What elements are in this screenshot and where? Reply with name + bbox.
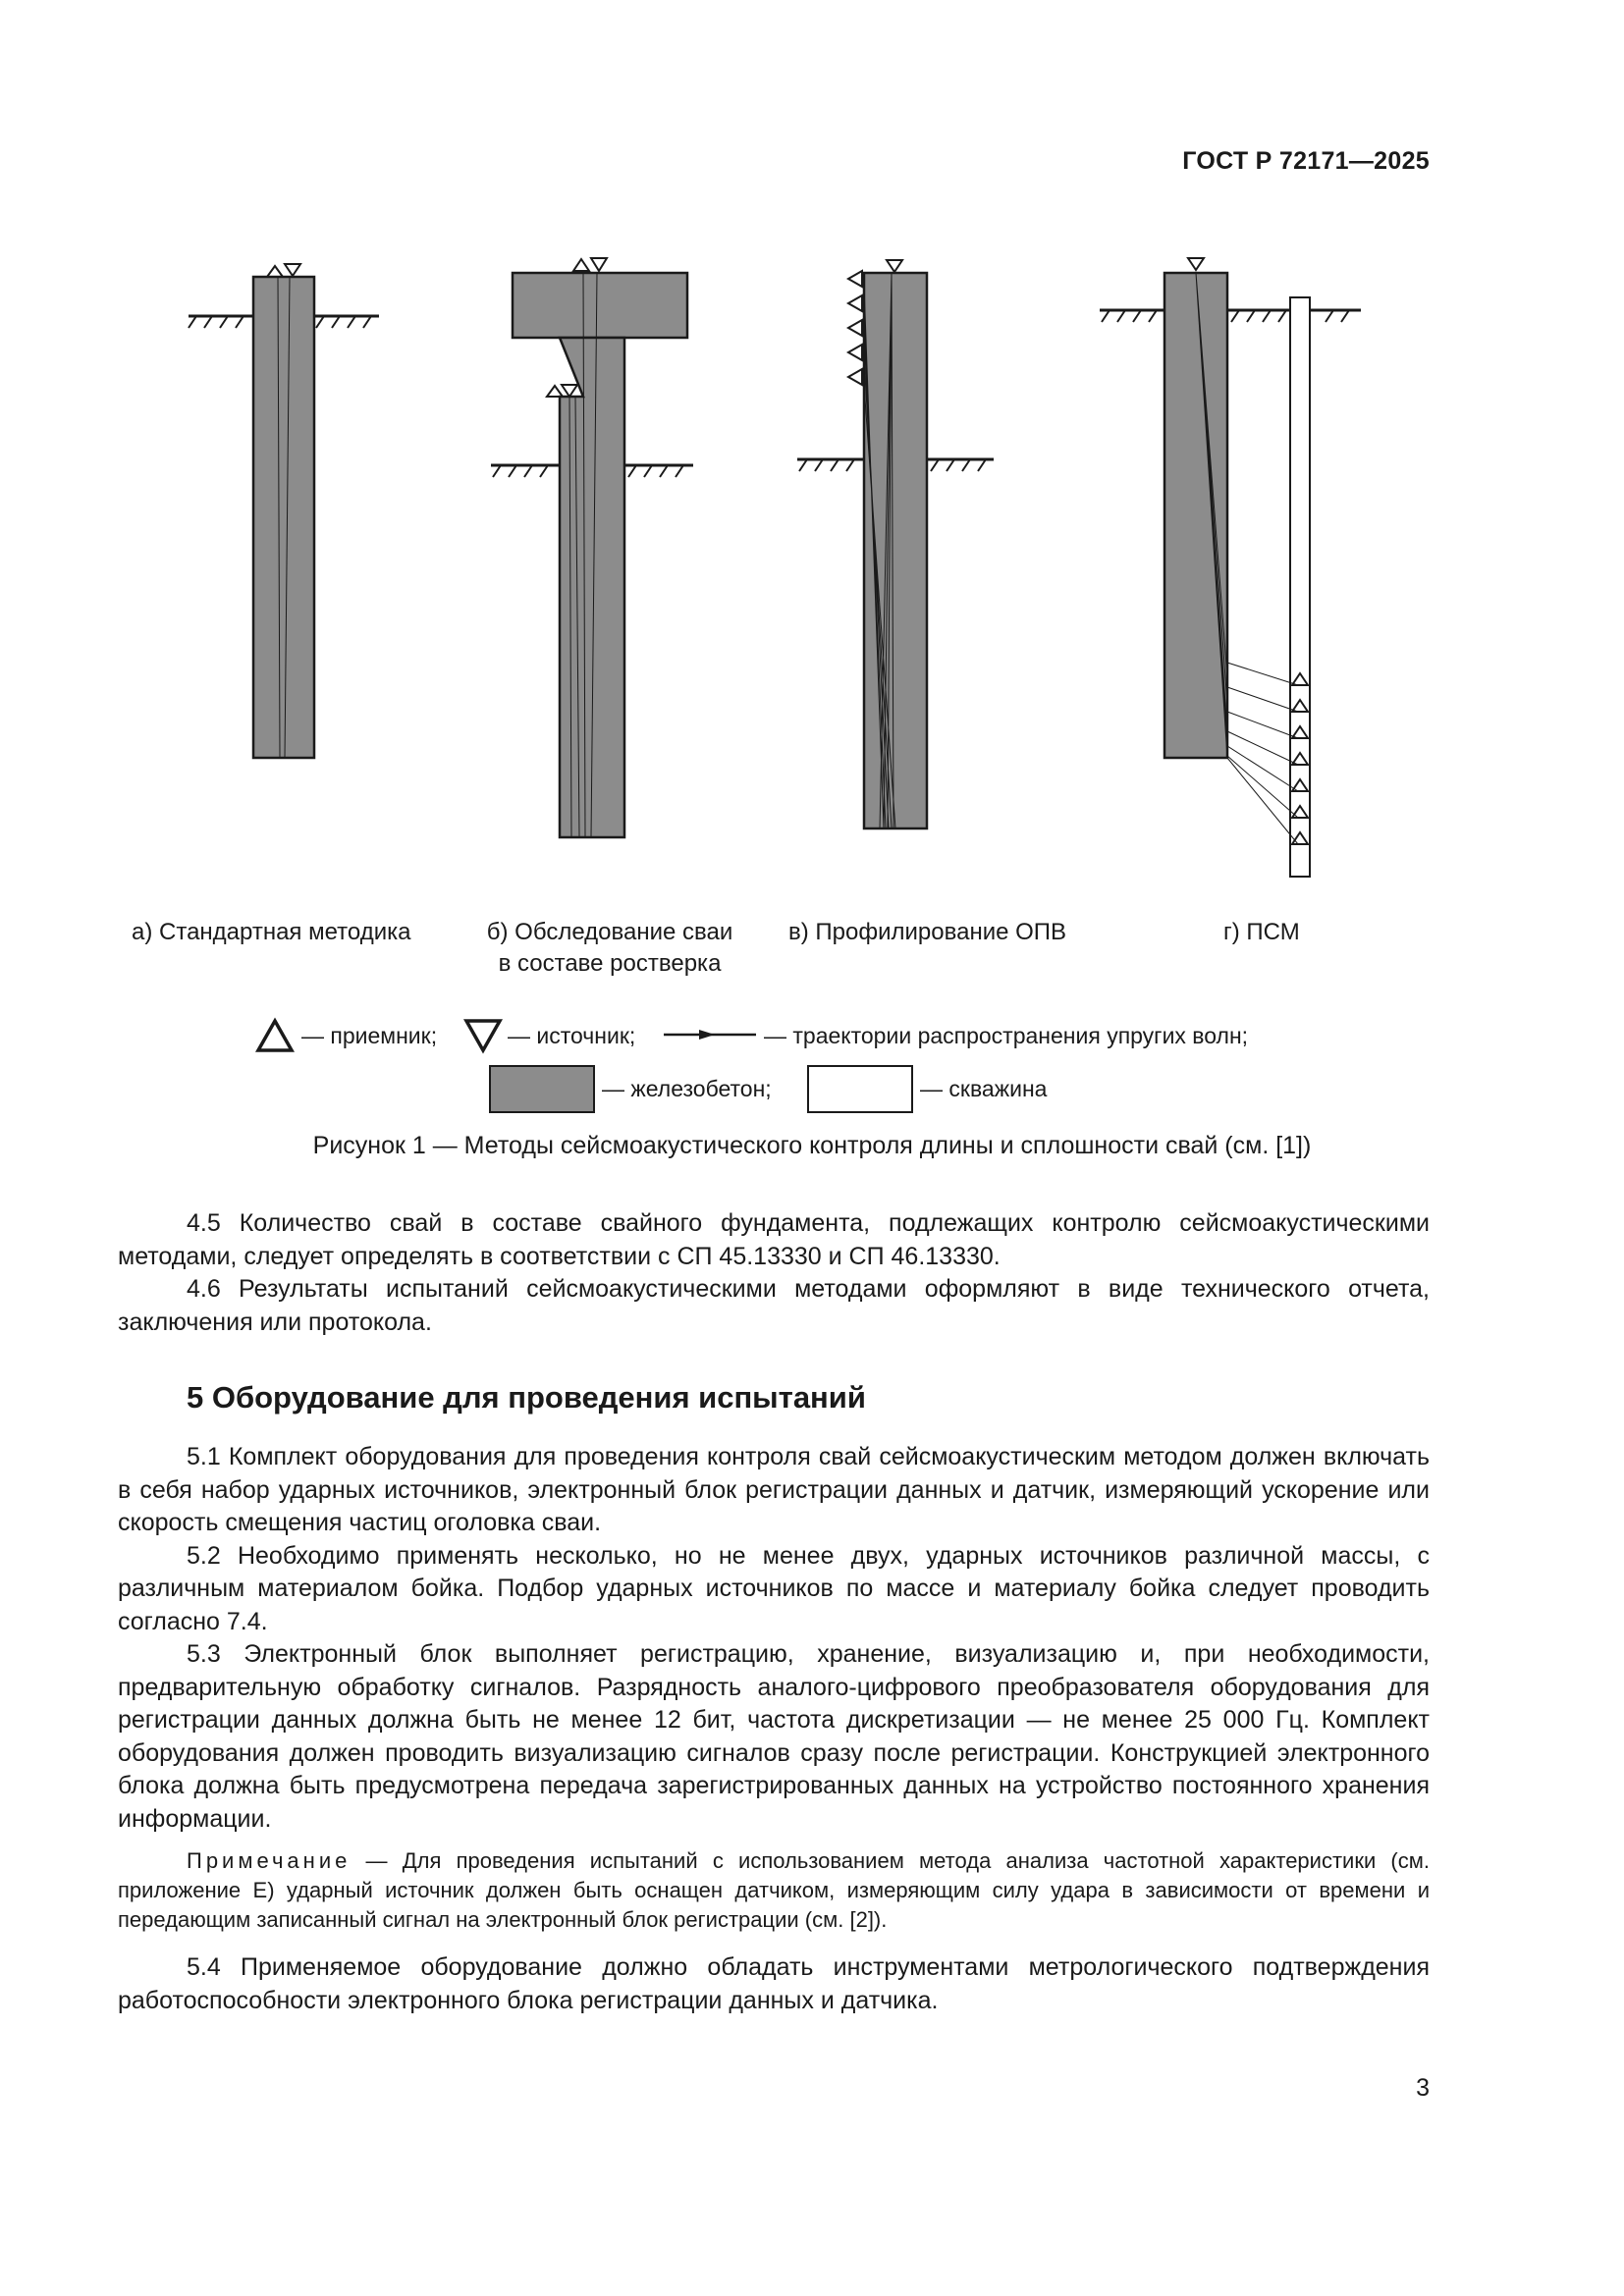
- note-paragraph: [118, 1846, 1430, 1935]
- caption-b-line2: в составе ростверка: [498, 950, 722, 977]
- diagram-v-profiling: [797, 260, 994, 828]
- receiver-icon: [267, 266, 283, 277]
- concrete-legend-swatch: [490, 1066, 594, 1112]
- paragraph-4-6: 4.6 Результаты испытаний сейсмоакустическими методами оформляют в виде технического отчета, заключения или протокола.: [118, 1275, 1430, 1336]
- paragraph-5-3: 5.3 Электронный блок выполняет регистрацию, хранение, визуализацию и, при необходимости, предварительную обработку сигналов. Разрядность аналого-цифрового преобразователя оборудования для регистрации данных должна быть не менее 12 бит, частота дискретизации — не менее 25 000 Гц. Комплект оборудования должен проводить визуализацию сигналов сразу после регистрации. Конструкцией электронного блока должна быть предусмотрена передача зарегистрированных данных на устройство постоянного хранения информации.: [118, 1640, 1430, 1833]
- pile-a: [253, 277, 314, 758]
- figure-title: Рисунок 1 — Методы сейсмоакустического контроля длины и сплошности свай (см. [1]): [312, 1132, 1312, 1159]
- diagram-g-psm: [1100, 258, 1361, 877]
- diagram-b-grillage: [491, 258, 693, 837]
- pile-g: [1164, 273, 1227, 758]
- caption-b: [477, 917, 742, 980]
- caption-v: в) Профилирование ОПВ: [788, 919, 1067, 945]
- receiver-icon: [848, 295, 862, 311]
- receiver-legend-icon: [258, 1021, 292, 1050]
- note-block: [118, 1846, 1430, 1935]
- receiver-icon: [547, 386, 563, 397]
- section-5-4-block: [118, 1951, 1430, 2017]
- paragraph-5-4: 5.4 Применяемое оборудование должно обладать инструментами метрологического подтверждения работоспособности электронного блока регистрации данных и датчика.: [118, 1953, 1430, 2014]
- caption-g: г) ПСМ: [1223, 919, 1300, 945]
- legend-borehole: — скважина: [920, 1076, 1048, 1101]
- receiver-icon: [848, 369, 862, 385]
- paragraph-4-5: 4.5 Количество свай в составе свайного фундамента, подлежащих контролю сейсмоакустическими методами, следует определять в соответствии с СП 45.13330 и СП 46.13330.: [118, 1209, 1430, 1270]
- section-heading-5: 5 Оборудование для проведения испытаний: [187, 1380, 866, 1415]
- note-text: — Для проведения испытаний с использованием метода анализа частотной характеристики (см. приложение Е) ударный источник должен быть оснащен датчиком, измеряющим силу удара в зависимости от времени и передающим записанный сигнал на электронный блок регистрации (см. [2]).: [118, 1848, 1430, 1932]
- legend-receiver: — приемник;: [301, 1023, 438, 1048]
- document-header: ГОСТ Р 72171—2025: [1182, 147, 1430, 175]
- caption-b-line1: б) Обследование сваи: [486, 919, 733, 945]
- source-icon: [887, 260, 902, 272]
- receiver-icon: [848, 271, 862, 287]
- grillage: [513, 273, 687, 338]
- legend-source: — источник;: [508, 1023, 636, 1048]
- caption-a: а) Стандартная методика: [132, 919, 411, 945]
- receiver-icon: [848, 345, 862, 360]
- borehole-legend-swatch: [808, 1066, 912, 1112]
- section-4-paragraphs: [118, 1207, 1430, 1339]
- paragraph-5-2: 5.2 Необходимо применять несколько, но не менее двух, ударных источников различной массы, с различным материалом бойка. Подбор ударных источников по массе и материалу бойка следует проводить согласно 7.4.: [118, 1541, 1430, 1635]
- legend-trajectories: — траектории распространения упругих волн;: [764, 1023, 1249, 1048]
- paragraph-5-1: 5.1 Комплект оборудования для проведения контроля свай сейсмоакустическим методом должен включать в себя набор ударных источников, электронный блок регистрации данных и датчик, измеряющий ускорение или скорость смещения частиц оголовка сваи.: [118, 1443, 1430, 1536]
- section-5-paragraphs: [118, 1441, 1430, 1836]
- source-icon: [591, 258, 607, 271]
- source-icon: [285, 264, 300, 276]
- section-5-heading-block: [118, 1378, 1430, 1417]
- figure-diagram: [0, 0, 1624, 1139]
- source-icon: [562, 385, 577, 397]
- diagram-a-standard: [189, 264, 379, 758]
- source-legend-icon: [466, 1021, 500, 1050]
- note-label: Примечание: [187, 1848, 352, 1873]
- page-number: 3: [1416, 2074, 1430, 2102]
- source-icon: [1188, 258, 1204, 270]
- legend-concrete: — железобетон;: [602, 1076, 772, 1101]
- receiver-icon: [848, 320, 862, 336]
- receiver-icon: [573, 259, 589, 271]
